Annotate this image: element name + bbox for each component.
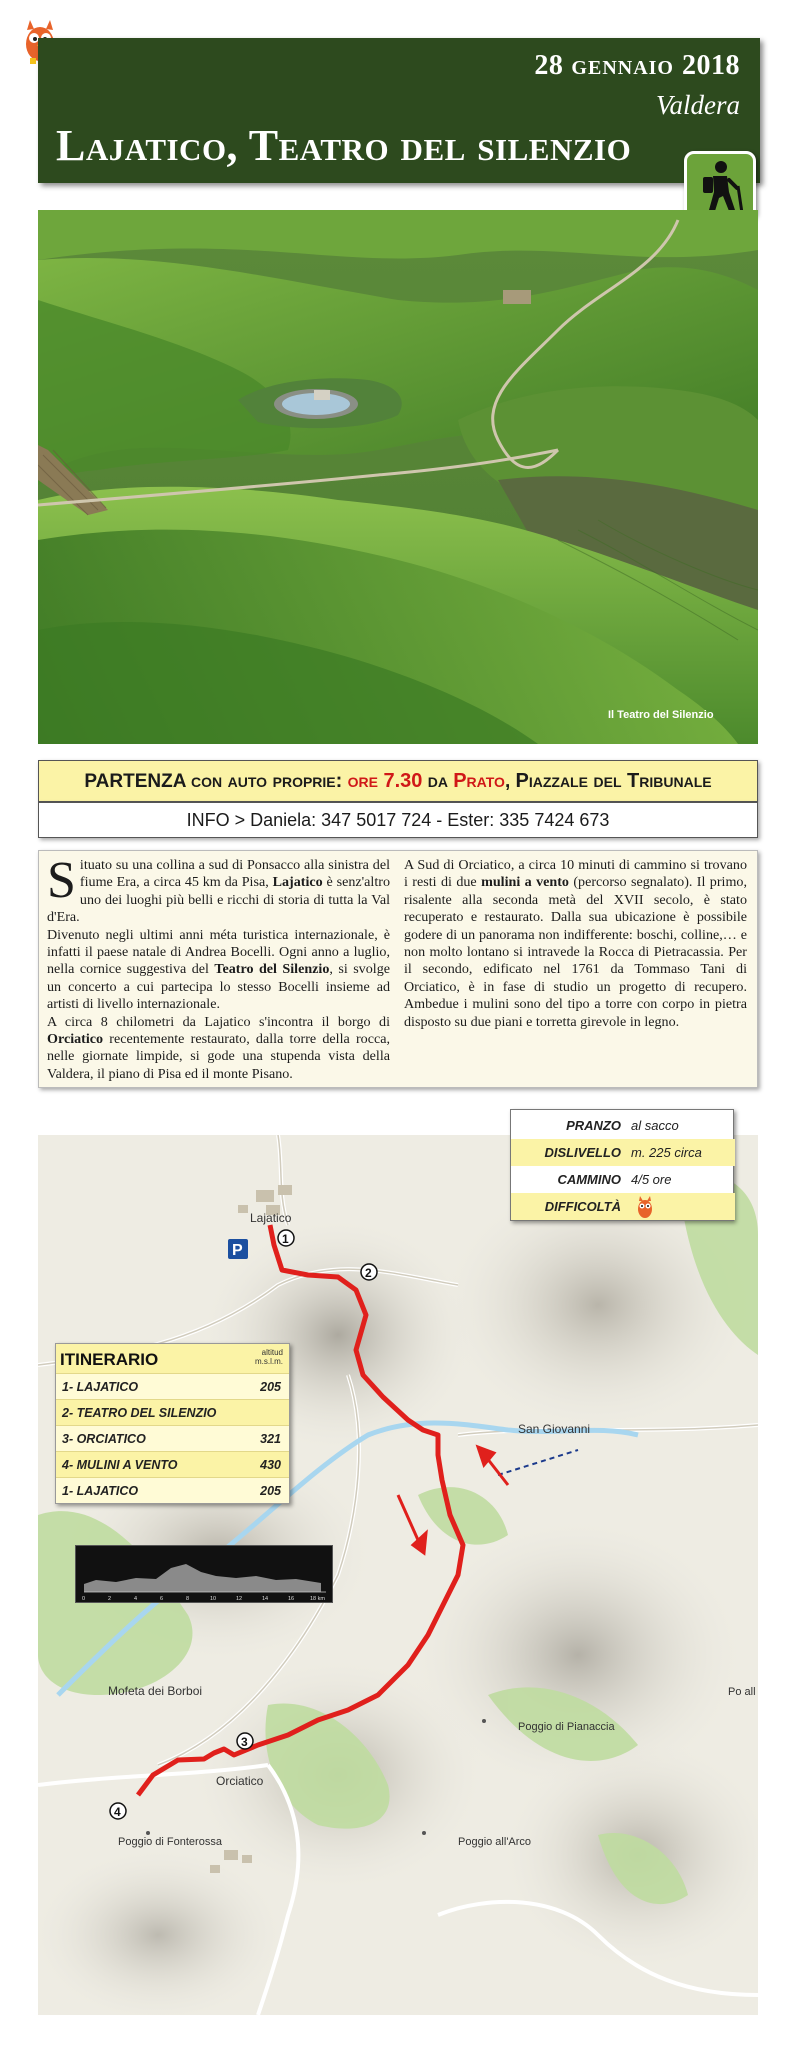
place-label: Mofeta dei Borboi: [108, 1684, 203, 1698]
details-box: [510, 1109, 734, 1221]
profile-tick: 4: [134, 1596, 138, 1602]
itinerary-stop: 4- MULINI A VENTO: [62, 1458, 178, 1472]
place-label: Poggio di Fonterossa: [118, 1836, 222, 1848]
departure-time: ore 7.30: [347, 770, 423, 792]
itinerary-stop: 1- LAJATICO: [62, 1380, 139, 1394]
paragraph-text: è senz'altro uno dei luoghi più belli e ricchi di storia di tutta la Val d'Era.: [47, 874, 390, 926]
detail-label: DISLIVELLO: [544, 1145, 621, 1160]
paragraph-text: ituato su una collina a sud di Ponsacco alla sinistra del fiume Era, a circa 45 km da Pisa,: [79, 857, 390, 891]
profile-tick: 0: [82, 1596, 86, 1602]
paragraph-text: Divenuto negli ultimi anni méta turistica internazionale, è infatti il paese natale di Andrea Bocelli. Ogni anno a luglio, nella cornice suggestiva del: [47, 926, 390, 978]
description-column-right: [404, 857, 747, 1081]
detail-row: [511, 1112, 735, 1139]
profile-tick: 18 km: [310, 1596, 325, 1602]
departure-city: Prato: [453, 770, 505, 792]
place-label: Orciatico: [216, 1774, 264, 1788]
place-label: Po all: [728, 1686, 756, 1698]
owl-difficulty-icon: [635, 1195, 655, 1219]
profile-tick: 14: [262, 1596, 269, 1602]
paragraph-text: A circa 8 chilometri da Lajatico s'incontra il borgo di: [47, 1013, 390, 1030]
place-label: Poggio all'Arco: [458, 1836, 532, 1848]
detail-row: [511, 1193, 735, 1220]
hiker-icon: [693, 158, 749, 216]
itinerary-altitude: 430: [260, 1458, 281, 1472]
detail-label: CAMMINO: [557, 1172, 621, 1187]
departure-label: PARTENZA: [84, 771, 186, 792]
place-label: Lajatico: [250, 1211, 292, 1225]
description-box: [38, 850, 758, 1088]
landscape-photo: [38, 210, 758, 744]
highlight-orciatico: Orciatico: [47, 1031, 104, 1048]
route-marker: 2: [365, 1266, 372, 1280]
region: Valdera: [656, 90, 740, 120]
highlight-mulini: mulini a vento: [481, 874, 569, 891]
itinerary-altitude: 321: [260, 1432, 281, 1446]
route-marker: 1: [282, 1232, 289, 1246]
departure-box: PARTENZA con auto proprie: ore 7.30 da Prato, Piazzale del Tribunale: [38, 760, 758, 802]
profile-tick: 12: [236, 1596, 243, 1602]
place-label: San Giovanni: [518, 1422, 591, 1436]
place-label: Poggio di Pianaccia: [518, 1721, 615, 1733]
elevation-profile: [75, 1545, 333, 1603]
route-marker: 4: [114, 1805, 121, 1819]
profile-tick: 8: [186, 1596, 190, 1602]
paragraph-text: , si svolge un concerto a cui partecipa lo stesso Bocelli insieme ad artisti di livello internazionale.: [47, 961, 390, 1013]
profile-tick: 6: [160, 1596, 164, 1602]
itinerary-row: [56, 1399, 289, 1425]
header-banner: [38, 38, 760, 183]
itinerary-title: ITINERARIO: [60, 1350, 159, 1369]
paragraph-text: A Sud di Orciatico, a circa 10 minuti di cammino si trovano i resti di due: [404, 857, 747, 891]
parking-label: P: [232, 1242, 243, 1259]
paragraph-text: recentemente restaurato, dalla torre della rocca, nelle giornate limpide, si gode una stupenda vista della Valdera, il piano di Pisa ed il monte Pisano.: [47, 1031, 390, 1082]
itinerary-stop: 2- TEATRO DEL SILENZIO: [62, 1406, 217, 1420]
detail-row: [511, 1166, 735, 1193]
event-date: [534, 50, 740, 82]
route-marker: 3: [241, 1735, 248, 1749]
profile-tick: 16: [288, 1596, 295, 1602]
profile-tick: 10: [210, 1596, 217, 1602]
itinerary-row: [56, 1373, 289, 1399]
itinerary-altitude: 205: [260, 1380, 281, 1394]
detail-label: DIFFICOLTÀ: [544, 1199, 621, 1214]
detail-value: al sacco: [631, 1118, 679, 1133]
altitude-header: altitud m.s.l.m.: [255, 1348, 283, 1366]
highlight-teatro: Teatro del Silenzio: [214, 961, 330, 978]
drop-cap: S: [47, 852, 76, 909]
departure-place: Piazzale del Tribunale: [515, 770, 712, 792]
detail-value: m. 225 circa: [631, 1145, 702, 1160]
detail-value: 4/5 ore: [631, 1172, 672, 1187]
info-contacts: INFO > Daniela: 347 5017 724 - Ester: 335 7424 673: [38, 802, 758, 838]
itinerary-altitude: 205: [260, 1484, 281, 1498]
date-year: 2018: [682, 50, 740, 81]
page-title: Lajatico, Teatro del silenzio: [56, 121, 632, 170]
itinerary-row: [56, 1477, 289, 1503]
itinerary-row: [56, 1425, 289, 1451]
itinerary-stop: 3- ORCIATICO: [62, 1432, 146, 1446]
date-day: 28: [534, 50, 564, 81]
detail-label: PRANZO: [566, 1118, 621, 1133]
paragraph-text: (percorso segnalato). Il primo, risalente alla seconda metà del XVII secolo, è stato recuperato e restaurato. Dalla sua ubicazione è possibile godere di un panorama non indifferente: boschi, colline,… e non molto lontano si intravede la Rocca di Pietracassia. Per il secondo, edificato nel 1761 da Tommaso Tani di Orciatico, è in fase di studio un progetto di recupero. Ambedue i mulini sono del tipo a torre con corpo in pietra disposto su due piani e torretta girevole in legno.: [404, 874, 747, 1030]
departure-from: da: [427, 770, 448, 792]
itinerary-row: [56, 1451, 289, 1477]
highlight-lajatico: Lajatico: [272, 874, 323, 891]
itinerary-box: [55, 1343, 290, 1504]
date-month: GENNAIO: [571, 57, 674, 79]
profile-tick: 2: [108, 1596, 112, 1602]
photo-caption: Il Teatro del Silenzio: [608, 709, 714, 721]
departure-mode: con auto proprie:: [191, 770, 343, 792]
detail-row: [511, 1139, 735, 1166]
itinerary-stop: 1- LAJATICO: [62, 1484, 139, 1498]
description-column-left: [47, 852, 390, 1082]
